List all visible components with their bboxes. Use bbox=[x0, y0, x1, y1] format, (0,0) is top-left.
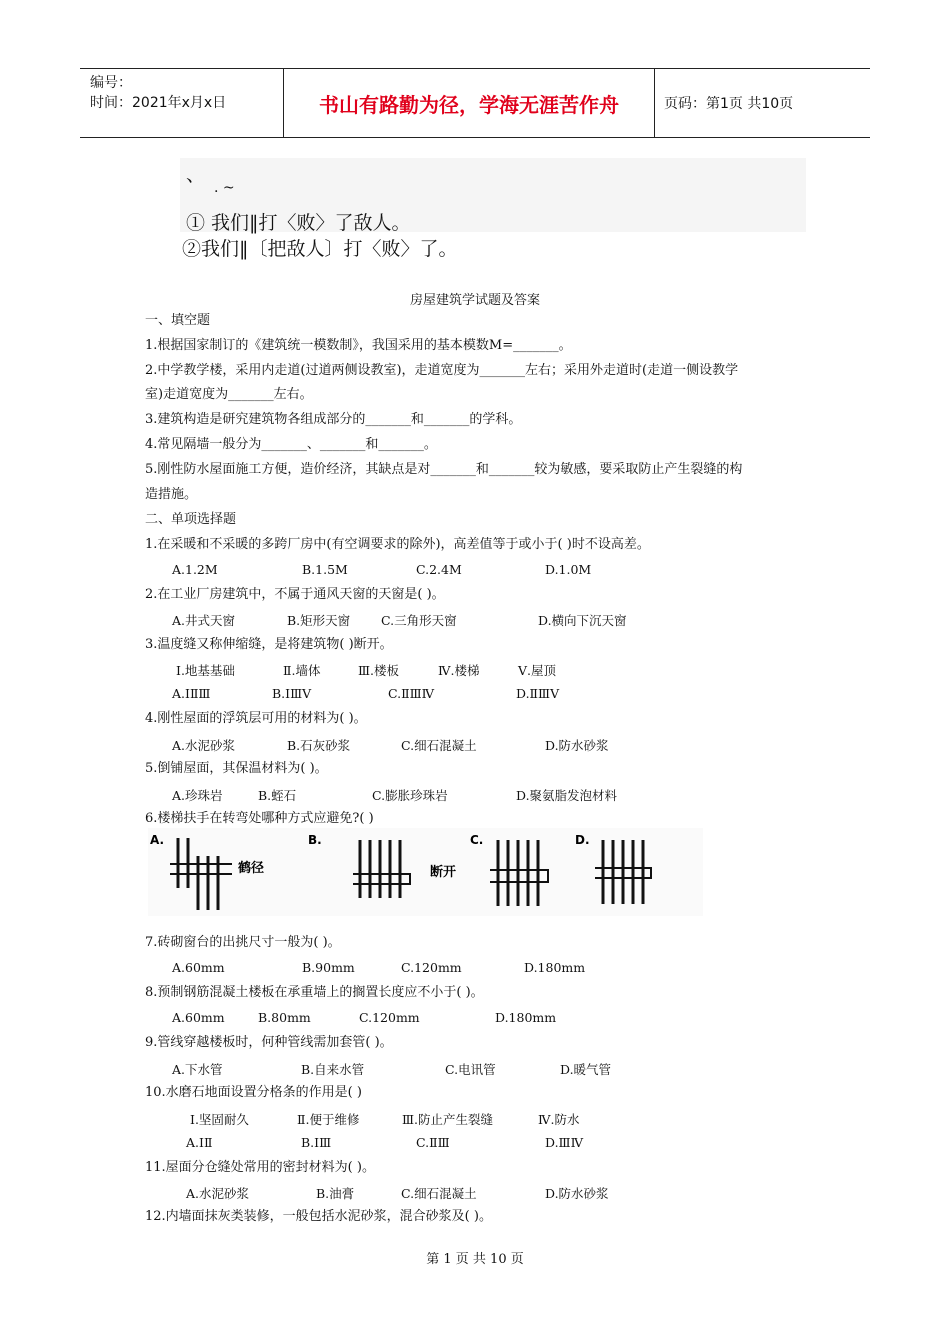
option: B.80mm bbox=[258, 1010, 311, 1025]
option: C.三角形天窗 bbox=[381, 613, 457, 628]
option: D.防水砂浆 bbox=[545, 738, 609, 753]
option: B.ⅠⅢⅤ bbox=[272, 686, 312, 701]
option: B.自来水管 bbox=[301, 1062, 365, 1077]
motto: 书山有路勤为径，学海无涯苦作舟 bbox=[319, 92, 619, 117]
figure-label-d: D. bbox=[575, 833, 590, 847]
option: B.矩形天窗 bbox=[287, 613, 351, 628]
statement-item: Ⅱ.墙体 bbox=[283, 663, 321, 678]
question: 5.刚性防水屋面施工方便，造价经济，其缺点是对_______和_______较为敏感，要采取防止产生裂缝的构 bbox=[145, 462, 743, 477]
page-info: 页码：第1页 共10页 bbox=[664, 96, 794, 112]
option: C.ⅡⅢⅣ bbox=[388, 686, 435, 701]
option: A.水泥砂浆 bbox=[172, 738, 236, 753]
option: A.井式天窗 bbox=[172, 613, 236, 628]
question: 5.倒铺屋面，其保温材料为( )。 bbox=[145, 761, 328, 776]
excerpt-mark: 、 bbox=[186, 164, 206, 186]
statement-item: Ⅰ.坚固耐久 bbox=[190, 1112, 249, 1127]
option: A.珍珠岩 bbox=[172, 788, 223, 803]
option: C.120mm bbox=[359, 1010, 420, 1025]
option: A.下水管 bbox=[172, 1062, 223, 1077]
option: D.ⅢⅣ bbox=[545, 1135, 584, 1150]
option: D.180mm bbox=[524, 960, 586, 975]
excerpt-mark: . ~ bbox=[214, 180, 235, 196]
question: 4.常见隔墙一般分为_______、_______和_______。 bbox=[145, 437, 437, 452]
question: 10.水磨石地面设置分格条的作用是( ) bbox=[145, 1085, 362, 1100]
option: B.90mm bbox=[302, 960, 355, 975]
question: 7.砖砌窗台的出挑尺寸一般为( )。 bbox=[145, 935, 341, 950]
question: 造措施。 bbox=[145, 487, 198, 502]
question: 2.在工业厂房建筑中，不属于通风天窗的天窗是( )。 bbox=[145, 587, 445, 602]
statement-item: Ⅴ.屋顶 bbox=[518, 663, 557, 678]
number-label: 编号： bbox=[90, 75, 132, 91]
option: A.1.2M bbox=[172, 562, 218, 577]
option: C.2.4M bbox=[416, 562, 462, 577]
option: B.石灰砂浆 bbox=[287, 738, 351, 753]
option: D.ⅡⅢⅤ bbox=[516, 686, 560, 701]
option: C.电讯管 bbox=[445, 1062, 496, 1077]
option: C.120mm bbox=[401, 960, 462, 975]
option: C.膨胀珍珠岩 bbox=[372, 788, 448, 803]
question: 1.在采暖和不采暖的多跨厂房中(有空调要求的除外)，高差值等于或小于( )时不设高差。 bbox=[145, 537, 650, 552]
handrail-drawing-d bbox=[595, 840, 651, 904]
statement-item: Ⅰ.地基基础 bbox=[176, 663, 235, 678]
section-heading: 一、填空题 bbox=[145, 313, 211, 328]
header-divider bbox=[654, 69, 655, 137]
figure-label-b: B. bbox=[308, 833, 322, 847]
option: A.60mm bbox=[172, 960, 225, 975]
option: B.1.5M bbox=[302, 562, 348, 577]
question: 11.屋面分仓缝处常用的密封材料为( )。 bbox=[145, 1160, 375, 1175]
statement-item: Ⅳ.防水 bbox=[538, 1112, 580, 1127]
option: C.ⅡⅢ bbox=[416, 1135, 450, 1150]
option: D.180mm bbox=[495, 1010, 557, 1025]
statement-item: Ⅲ.防止产生裂缝 bbox=[402, 1112, 494, 1127]
figure-text-gooseneck: 鹤径 bbox=[238, 861, 265, 876]
page-header bbox=[80, 68, 870, 138]
statement-item: Ⅱ.便于维修 bbox=[297, 1112, 360, 1127]
option: A.ⅠⅡⅢ bbox=[172, 686, 211, 701]
option: B.油膏 bbox=[316, 1186, 355, 1201]
option: A.60mm bbox=[172, 1010, 225, 1025]
option: A.水泥砂浆 bbox=[186, 1186, 250, 1201]
question: 1.根据国家制订的《建筑统一模数制》，我国采用的基本模数M=_______。 bbox=[145, 338, 572, 353]
option: B.ⅠⅢ bbox=[301, 1135, 332, 1150]
question: 8.预制钢筋混凝土楼板在承重墙上的搁置长度应不小于( )。 bbox=[145, 985, 484, 1000]
option: D.防水砂浆 bbox=[545, 1186, 609, 1201]
option: B.蛭石 bbox=[258, 788, 297, 803]
question: 3.建筑构造是研究建筑物各组成部分的_______和_______的学科。 bbox=[145, 412, 522, 427]
figure-text-break: 断开 bbox=[430, 865, 457, 880]
question: 室)走道宽度为_______左右。 bbox=[145, 387, 313, 402]
question: 4.刚性屋面的浮筑层可用的材料为( )。 bbox=[145, 711, 367, 726]
figure-label-a: A. bbox=[150, 833, 165, 847]
option: C.细石混凝土 bbox=[401, 1186, 477, 1201]
option: D.聚氨脂发泡材料 bbox=[516, 788, 618, 803]
question: 3.温度缝又称伸缩缝，是将建筑物( )断开。 bbox=[145, 637, 393, 652]
option: D.横向下沉天窗 bbox=[538, 613, 627, 628]
handrail-drawing-c bbox=[490, 840, 548, 906]
figure-label-c: C. bbox=[470, 833, 484, 847]
section-heading: 二、单项选择题 bbox=[145, 512, 237, 527]
figure-background bbox=[148, 828, 703, 916]
handrail-options-figure bbox=[148, 828, 703, 916]
statement-item: Ⅲ.楼板 bbox=[358, 663, 400, 678]
question: 6.楼梯扶手在转弯处哪种方式应避免?( ) bbox=[145, 811, 374, 826]
time-label: 时间：2021年x月x日 bbox=[90, 95, 227, 111]
excerpt-line: ① 我们‖打〈败〉了敌人。 bbox=[186, 212, 411, 234]
question: 9.管线穿越楼板时，何种管线需加套管( )。 bbox=[145, 1035, 393, 1050]
excerpt-line: ②我们‖〔把敌人〕打〈败〉了。 bbox=[182, 238, 458, 260]
page-footer: 第 1 页 共 10 页 bbox=[426, 1252, 524, 1267]
option: A.ⅠⅡ bbox=[186, 1135, 213, 1150]
question: 2.中学教学楼，采用内走道(过道两侧设教室)，走道宽度为_______左右；采用外走道时(走道一侧设教学 bbox=[145, 363, 739, 378]
option: C.细石混凝土 bbox=[401, 738, 477, 753]
statement-item: Ⅳ.楼梯 bbox=[438, 663, 480, 678]
document-title: 房屋建筑学试题及答案 bbox=[409, 293, 540, 308]
question: 12.内墙面抹灰类装修，一般包括水泥砂浆，混合砂浆及( )。 bbox=[145, 1209, 492, 1224]
option: D.暖气管 bbox=[560, 1062, 612, 1077]
option: D.1.0M bbox=[545, 562, 592, 577]
header-meta bbox=[90, 73, 226, 113]
